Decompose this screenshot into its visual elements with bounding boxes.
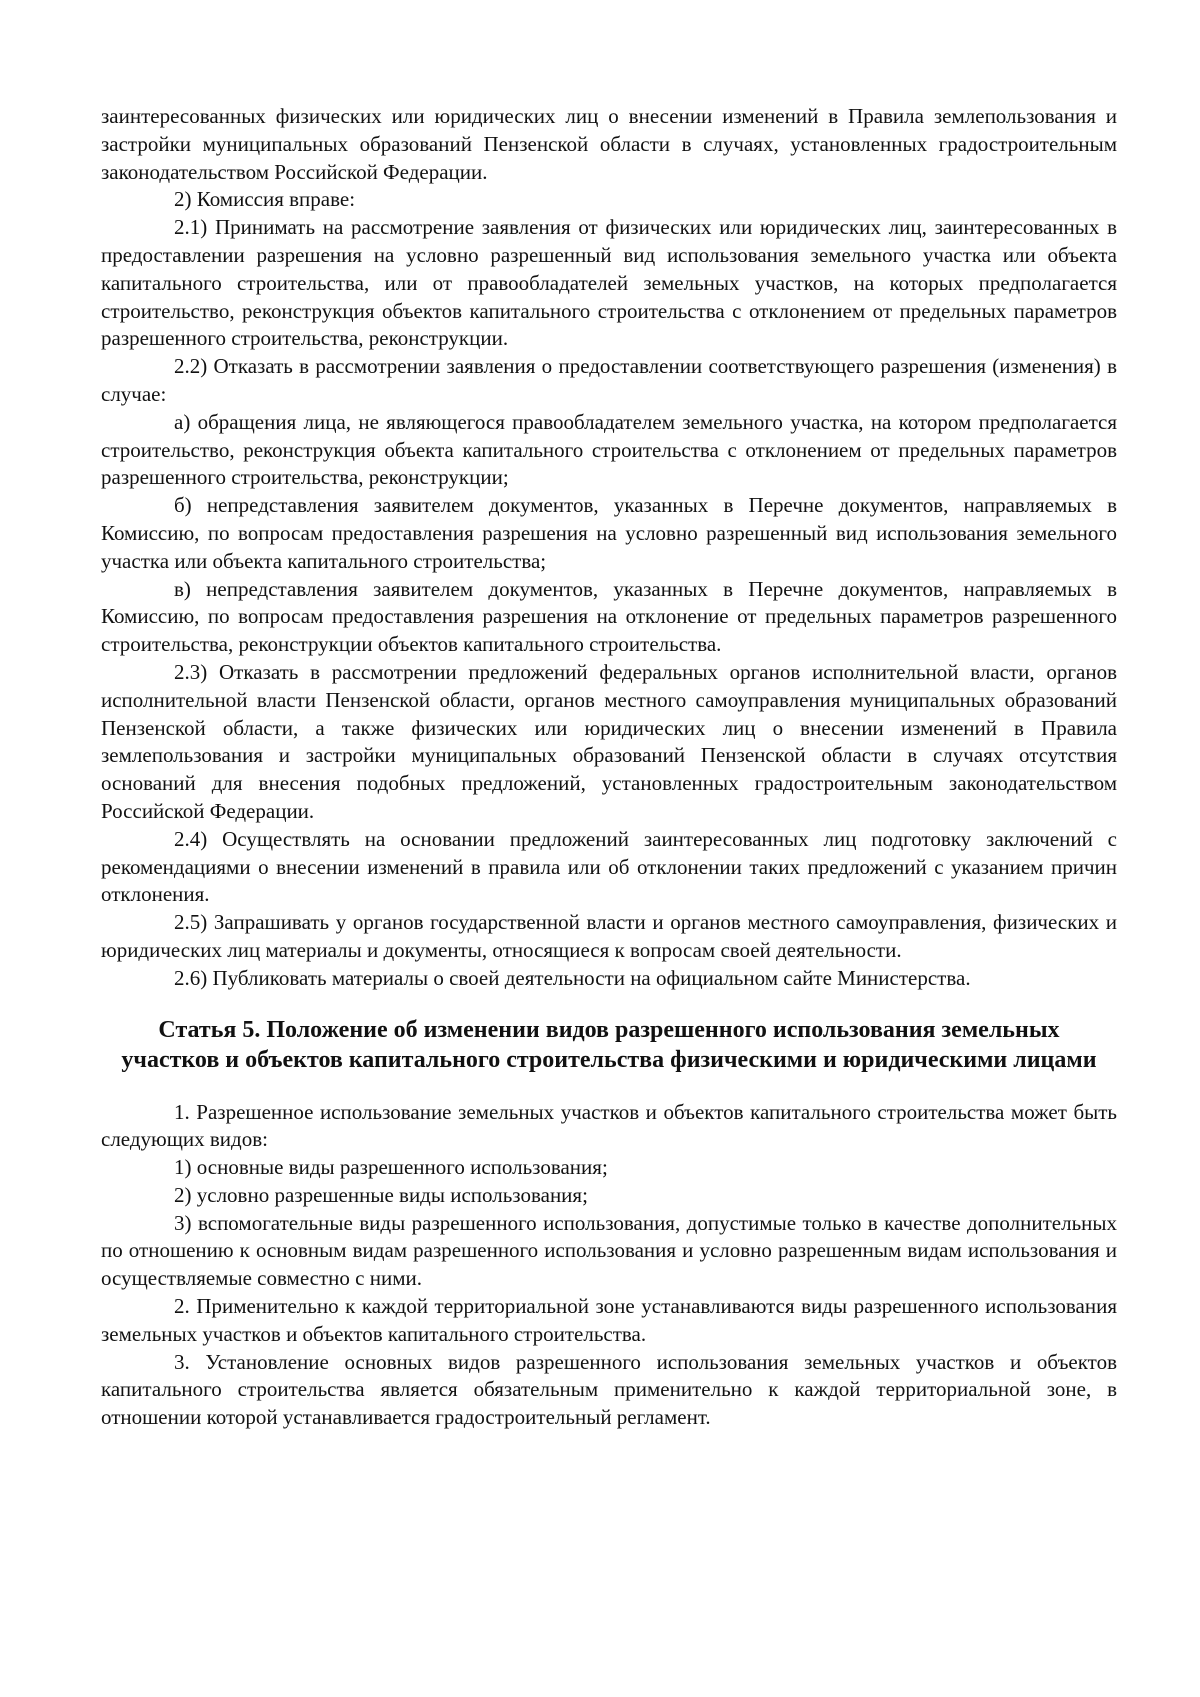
paragraph-commission-rights: 2) Комиссия вправе: [174,187,356,212]
paragraph-2-3: 2.3) Отказать в рассмотрении предложений федеральных органов исполнительной власти, органов исполнительной власти Пензенской области, органов местного самоуправления муниципальных образований Пензенской области, а также физических или юридических лиц о внесении изменений в Правила землепользования и застройки муниципальных образований Пензенской области в случаях отсутствия оснований для внесения подобных предложений, установленных градостроительным законодательством Российской Федерации. [101,659,1117,823]
paragraph-art5-1-1: 1) основные виды разрешенного использования; [174,1155,608,1180]
paragraph-2-1: 2.1) Принимать на рассмотрение заявления от физических или юридических лиц, заинтересованных в предоставлении разрешения на условно разрешенный вид использования земельного участка или объекта капитального строительства, или от правообладателей земельных участков, на которых предполагается строительство, реконструкция объектов капитального строительства с отклонением от предельных параметров разрешенного строительства, реконструкции. [101,215,1117,351]
paragraph-continuation: заинтересованных физических или юридических лиц о внесении изменений в Правила землепользования и застройки муниципальных образований Пензенской области в случаях, установленных градостроительным законодательством Российской Федерации. [101,104,1117,184]
paragraph-2-2: 2.2) Отказать в рассмотрении заявления о предоставлении соответствующего разрешения (изменения) в случае: [101,354,1117,406]
article-5-heading: Статья 5. Положение об изменении видов разрешенного использования земельных участков и объектов капитального строительства физическими и юридическими лицами [121,1016,1097,1073]
paragraph-2-2-a: а) обращения лица, не являющегося правообладателем земельного участка, на котором предполагается строительство, реконструкция объекта капитального строительства с отклонением от предельных параметров разрешенного строительства, реконструкции; [101,409,1117,490]
paragraph-art5-1-3: 3) вспомогательные виды разрешенного использования, допустимые только в качестве дополнительных по отношению к основным видам разрешенного использования и условно разрешенным видам использования и осуществляемые совместно с ними. [101,1210,1117,1291]
document-page [101,103,1117,1432]
paragraph-2-2-b: б) непредставления заявителем документов, указанных в Перечне документов, направляемых в Комиссию, по вопросам предоставления разрешения на условно разрешенный вид использования земельного участка или объекта капитального строительства; [101,493,1117,573]
paragraph-2-5: 2.5) Запрашивать у органов государственной власти и органов местного самоуправления, физических и юридических лиц материалы и документы, относящиеся к вопросам своей деятельности. [101,910,1117,962]
paragraph-2-4: 2.4) Осуществлять на основании предложений заинтересованных лиц подготовку заключений с рекомендациями о внесении изменений в правила или об отклонении таких предложений с указанием причин отклонения. [101,826,1117,907]
paragraph-art5-1-2: 2) условно разрешенные виды использования; [174,1182,588,1207]
paragraph-2-6: 2.6) Публиковать материалы о своей деятельности на официальном сайте Министерства. [174,965,971,990]
paragraph-art5-2: 2. Применительно к каждой территориальной зоне устанавливаются виды разрешенного использования земельных участков и объектов капитального строительства. [101,1294,1117,1346]
paragraph-art5-3: 3. Установление основных видов разрешенного использования земельных участков и объектов капитального строительства является обязательным применительно к каждой территориальной зоне, в отношении которой устанавливается градостроительный регламент. [101,1349,1117,1430]
paragraph-art5-1: 1. Разрешенное использование земельных участков и объектов капитального строительства может быть следующих видов: [101,1099,1117,1152]
paragraph-2-2-v: в) непредставления заявителем документов, указанных в Перечне документов, направляемых в Комиссию, по вопросам предоставления разрешения на отклонение от предельных параметров разрешенного строительства, реконструкции объектов капитального строительства. [101,576,1117,657]
